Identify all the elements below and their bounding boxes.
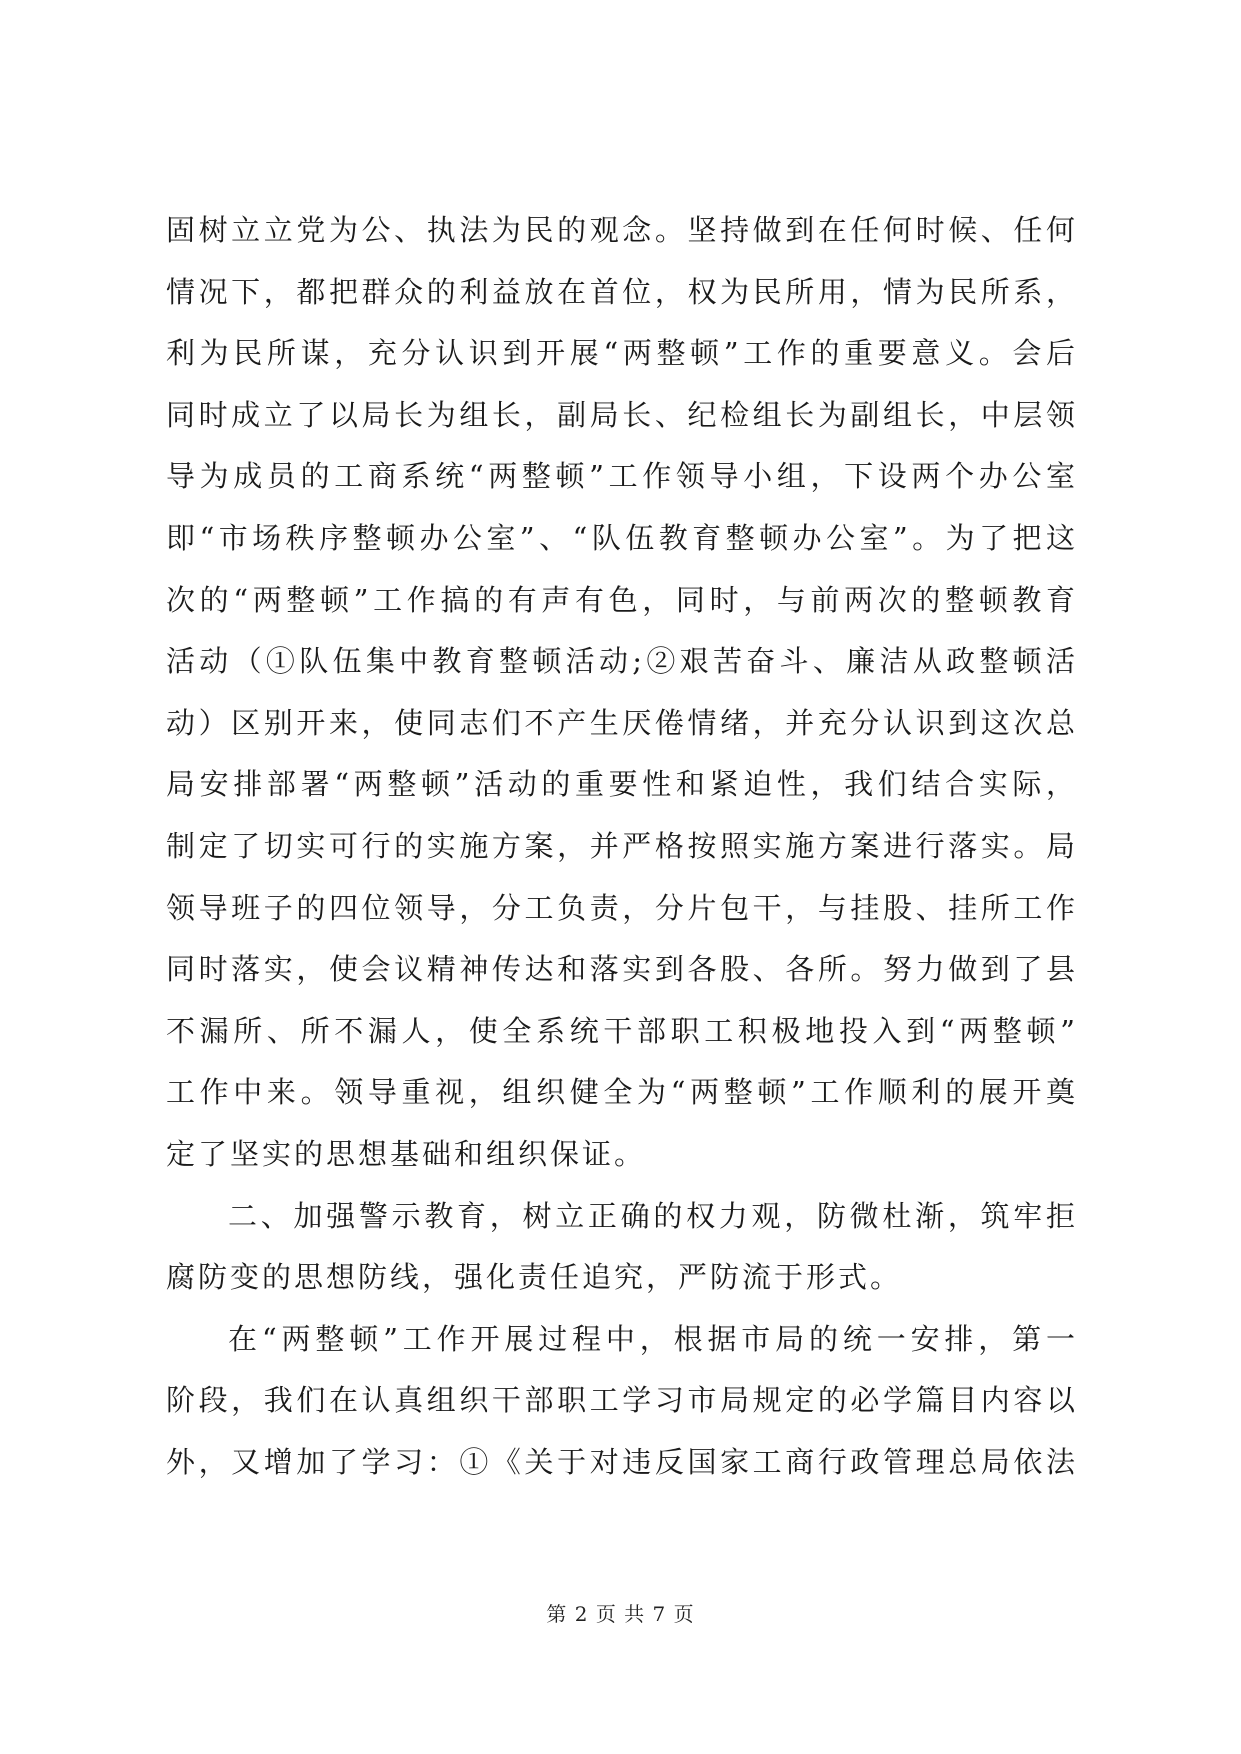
section-heading-line: 腐防变的思想防线，强化责任追究，严防流于形式。: [166, 1260, 903, 1295]
text-line: 导为成员的工商系统“两整顿”工作领导小组，下设两个办公室: [166, 459, 1078, 494]
text-line: 同时成立了以局长为组长，副局长、纪检组长为副组长，中层领: [166, 397, 1078, 432]
text-line: 制定了切实可行的实施方案，并严格按照实施方案进行落实。局: [166, 828, 1078, 863]
text-line: 局安排部署“两整顿”活动的重要性和紧迫性，我们结合实际，: [166, 767, 1078, 802]
text-line: 外，又增加了学习：①《关于对违反国家工商行政管理总局依法: [166, 1444, 1078, 1479]
body-text: [166, 200, 1078, 1493]
text-line: 固树立立党为公、执法为民的观念。坚持做到在任何时候、任何: [166, 213, 1078, 247]
section-heading-line: 二、加强警示教育，树立正确的权力观，防微杜渐，筑牢拒: [228, 1198, 1078, 1233]
text-line: 情况下，都把群众的利益放在首位，权为民所用，情为民所系，: [166, 274, 1078, 309]
text-line: 动）区别开来，使同志们不产生厌倦情绪，并充分认识到这次总: [166, 705, 1078, 740]
text-line: 定了坚实的思想基础和组织保证。: [166, 1136, 647, 1171]
text-line: 工作中来。领导重视，组织健全为“两整顿”工作顺利的展开奠: [166, 1075, 1078, 1110]
page-number-footer: 第 2 页 共 7 页: [546, 1602, 695, 1626]
text-line: 活动（①队伍集中教育整顿活动;②艰苦奋斗、廉洁从政整顿活: [166, 644, 1078, 679]
text-line: 即“市场秩序整顿办公室”、“队伍教育整顿办公室”。为了把这: [166, 520, 1078, 555]
text-line: 利为民所谋，充分认识到开展“两整顿”工作的重要意义。会后: [166, 336, 1078, 371]
text-line: 不漏所、所不漏人，使全系统干部职工积极地投入到“两整顿”: [166, 1013, 1078, 1048]
text-line: 次的“两整顿”工作搞的有声有色，同时，与前两次的整顿教育: [166, 582, 1078, 617]
text-line: 在“两整顿”工作开展过程中，根据市局的统一安排，第一: [228, 1321, 1078, 1356]
text-line: 阶段，我们在认真组织干部职工学习市局规定的必学篇目内容以: [166, 1383, 1078, 1418]
text-line: 领导班子的四位领导，分工负责，分片包干，与挂股、挂所工作: [166, 890, 1078, 925]
text-line: 同时落实，使会议精神传达和落实到各股、各所。努力做到了县: [166, 952, 1078, 987]
